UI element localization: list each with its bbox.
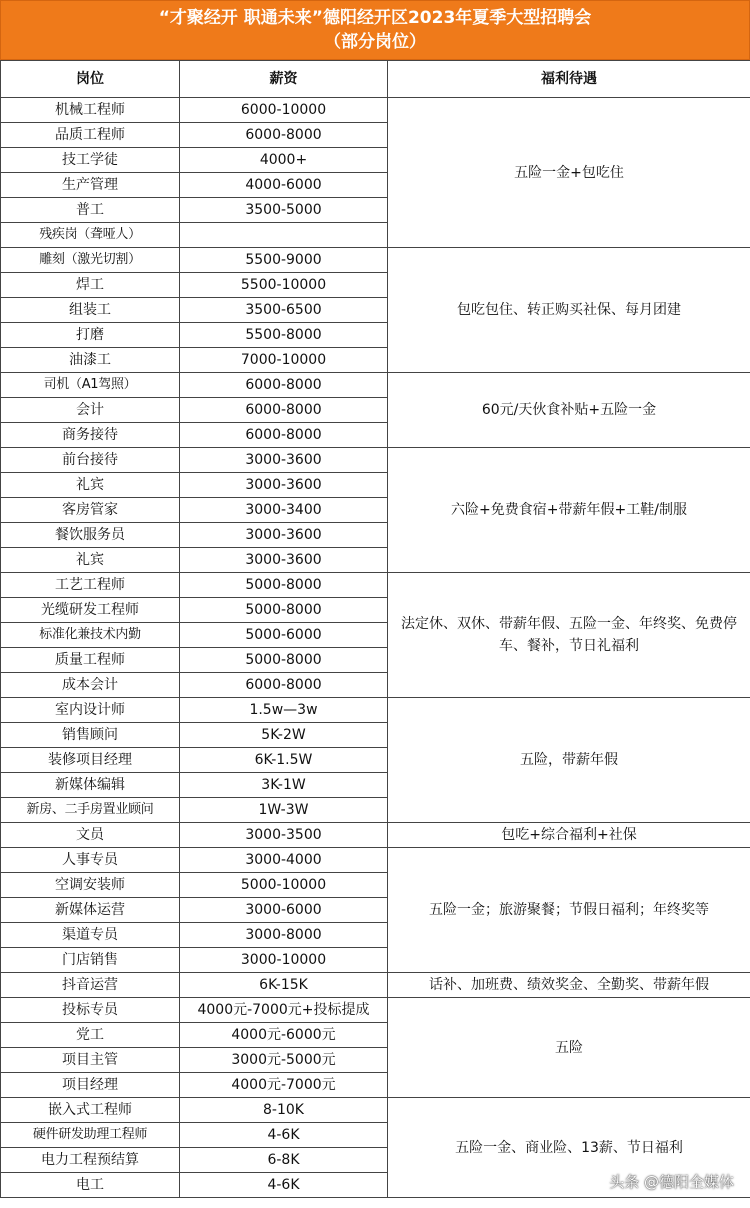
salary-cell: 4000元-7000元 xyxy=(180,1073,388,1098)
salary-cell: 5500-9000 xyxy=(180,248,388,273)
salary-cell: 3000-3600 xyxy=(180,548,388,573)
salary-cell: 5000-6000 xyxy=(180,623,388,648)
table-header-row xyxy=(1,61,750,98)
table-row xyxy=(1,698,750,723)
salary-cell: 3000-6000 xyxy=(180,898,388,923)
salary-cell: 4000元-6000元 xyxy=(180,1023,388,1048)
benefits-cell: 60元/天伙食补贴+五险一金 xyxy=(388,373,750,448)
salary-cell: 6000-10000 xyxy=(180,98,388,123)
position-cell: 组装工 xyxy=(1,298,180,323)
salary-cell: 3500-6500 xyxy=(180,298,388,323)
position-cell: 打磨 xyxy=(1,323,180,348)
table-row xyxy=(1,998,750,1023)
job-table xyxy=(0,60,750,1198)
position-cell: 室内设计师 xyxy=(1,698,180,723)
salary-cell: 1.5w—3w xyxy=(180,698,388,723)
benefits-cell: 五险，带薪年假 xyxy=(388,698,750,823)
salary-cell: 6000-8000 xyxy=(180,123,388,148)
position-cell: 渠道专员 xyxy=(1,923,180,948)
position-cell: 项目主管 xyxy=(1,1048,180,1073)
salary-cell: 3000-8000 xyxy=(180,923,388,948)
position-cell: 硬件研发助理工程师 xyxy=(1,1123,180,1148)
position-cell: 礼宾 xyxy=(1,548,180,573)
benefits-cell: 话补、加班费、绩效奖金、全勤奖、带薪年假 xyxy=(388,973,750,998)
position-cell: 礼宾 xyxy=(1,473,180,498)
position-cell: 销售顾问 xyxy=(1,723,180,748)
page-title: “才聚经开 职通未来”德阳经开区2023年夏季大型招聘会 xyxy=(158,8,592,28)
salary-cell: 6K-15K xyxy=(180,973,388,998)
benefits-cell: 包吃+综合福利+社保 xyxy=(388,823,750,848)
position-cell: 雕刻（激光切割） xyxy=(1,248,180,273)
table-row xyxy=(1,448,750,473)
position-cell: 嵌入式工程师 xyxy=(1,1098,180,1123)
position-cell: 商务接待 xyxy=(1,423,180,448)
position-cell: 焊工 xyxy=(1,273,180,298)
salary-cell: 5500-8000 xyxy=(180,323,388,348)
salary-cell: 3000-3600 xyxy=(180,523,388,548)
salary-cell: 3000-3400 xyxy=(180,498,388,523)
position-cell: 客房管家 xyxy=(1,498,180,523)
position-cell: 光缆研发工程师 xyxy=(1,598,180,623)
position-cell: 项目经理 xyxy=(1,1073,180,1098)
salary-cell: 5000-8000 xyxy=(180,648,388,673)
position-cell: 技工学徒 xyxy=(1,148,180,173)
benefits-cell: 六险+免费食宿+带薪年假+工鞋/制服 xyxy=(388,448,750,573)
table-row xyxy=(1,98,750,123)
position-cell: 餐饮服务员 xyxy=(1,523,180,548)
column-header-salary: 薪资 xyxy=(180,61,388,98)
benefits-cell: 五险 xyxy=(388,998,750,1098)
salary-cell: 5000-10000 xyxy=(180,873,388,898)
table-row xyxy=(1,248,750,273)
table-row xyxy=(1,1098,750,1123)
page-subtitle: （部分岗位） xyxy=(324,32,426,52)
position-cell: 电力工程预结算 xyxy=(1,1148,180,1173)
benefits-cell: 包吃包住、转正购买社保、每月团建 xyxy=(388,248,750,373)
position-cell: 工艺工程师 xyxy=(1,573,180,598)
column-header-position: 岗位 xyxy=(1,61,180,98)
salary-cell: 4-6K xyxy=(180,1173,388,1198)
salary-cell: 4000元-7000元+投标提成 xyxy=(180,998,388,1023)
salary-cell: 3000-3600 xyxy=(180,448,388,473)
salary-cell: 1W-3W xyxy=(180,798,388,823)
salary-cell: 6000-8000 xyxy=(180,423,388,448)
position-cell: 装修项目经理 xyxy=(1,748,180,773)
salary-cell: 3000-4000 xyxy=(180,848,388,873)
salary-cell: 3K-1W xyxy=(180,773,388,798)
table-row xyxy=(1,373,750,398)
table-row xyxy=(1,848,750,873)
position-cell: 新媒体编辑 xyxy=(1,773,180,798)
salary-cell: 3000元-5000元 xyxy=(180,1048,388,1073)
salary-cell: 5000-8000 xyxy=(180,598,388,623)
column-header-benefits: 福利待遇 xyxy=(388,61,750,98)
salary-cell: 3000-3500 xyxy=(180,823,388,848)
table-row xyxy=(1,973,750,998)
salary-cell: 7000-10000 xyxy=(180,348,388,373)
position-cell: 普工 xyxy=(1,198,180,223)
position-cell: 机械工程师 xyxy=(1,98,180,123)
position-cell: 质量工程师 xyxy=(1,648,180,673)
salary-cell: 4000+ xyxy=(180,148,388,173)
position-cell: 空调安装师 xyxy=(1,873,180,898)
position-cell: 油漆工 xyxy=(1,348,180,373)
watermark: 头条 @德阳全媒体 xyxy=(609,1173,734,1191)
salary-cell: 6-8K xyxy=(180,1148,388,1173)
benefits-cell: 法定休、双休、带薪年假、五险一金、年终奖、免费停车、餐补，节日礼福利 xyxy=(388,573,750,698)
position-cell: 抖音运营 xyxy=(1,973,180,998)
position-cell: 电工 xyxy=(1,1173,180,1198)
salary-cell: 6000-8000 xyxy=(180,373,388,398)
salary-cell: 6000-8000 xyxy=(180,673,388,698)
position-cell: 门店销售 xyxy=(1,948,180,973)
position-cell: 党工 xyxy=(1,1023,180,1048)
position-cell: 会计 xyxy=(1,398,180,423)
salary-cell: 6K-1.5W xyxy=(180,748,388,773)
position-cell: 成本会计 xyxy=(1,673,180,698)
salary-cell: 3500-5000 xyxy=(180,198,388,223)
salary-cell: 3000-10000 xyxy=(180,948,388,973)
position-cell: 生产管理 xyxy=(1,173,180,198)
salary-cell: 8-10K xyxy=(180,1098,388,1123)
salary-cell: 4000-6000 xyxy=(180,173,388,198)
salary-cell: 4-6K xyxy=(180,1123,388,1148)
position-cell: 新房、二手房置业顾问 xyxy=(1,798,180,823)
salary-cell: 3000-3600 xyxy=(180,473,388,498)
position-cell: 品质工程师 xyxy=(1,123,180,148)
position-cell: 残疾岗（聋哑人） xyxy=(1,223,180,248)
position-cell: 司机（A1驾照） xyxy=(1,373,180,398)
salary-cell: 5K-2W xyxy=(180,723,388,748)
benefits-cell: 五险一金；旅游聚餐；节假日福利；年终奖等 xyxy=(388,848,750,973)
page-header xyxy=(0,0,750,60)
position-cell: 前台接待 xyxy=(1,448,180,473)
position-cell: 投标专员 xyxy=(1,998,180,1023)
salary-cell: 5500-10000 xyxy=(180,273,388,298)
salary-cell xyxy=(180,223,388,248)
table-row xyxy=(1,573,750,598)
table-row xyxy=(1,823,750,848)
position-cell: 文员 xyxy=(1,823,180,848)
benefits-cell: 五险一金、商业险、13薪、节日福利 xyxy=(388,1098,750,1198)
position-cell: 新媒体运营 xyxy=(1,898,180,923)
benefits-cell: 五险一金+包吃住 xyxy=(388,98,750,248)
salary-cell: 5000-8000 xyxy=(180,573,388,598)
salary-cell: 6000-8000 xyxy=(180,398,388,423)
position-cell: 人事专员 xyxy=(1,848,180,873)
job-table-body xyxy=(1,98,750,1198)
position-cell: 标准化兼技术内勤 xyxy=(1,623,180,648)
